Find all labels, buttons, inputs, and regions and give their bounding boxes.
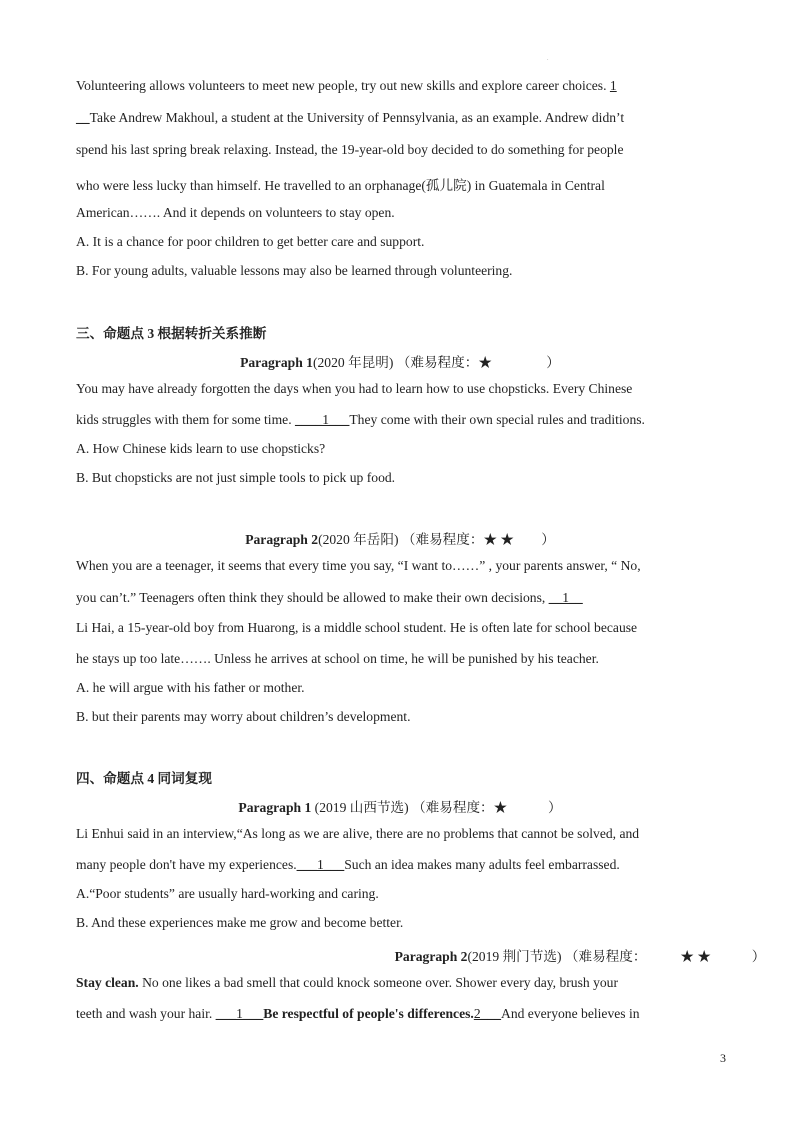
s3-p2-line-3: Li Hai, a 15-year-old boy from Huarong, is a middle school student. He is often late for school because <box>76 620 638 635</box>
s3-p1-option-a: A. How Chinese kids learn to use chopsticks? <box>76 441 326 456</box>
s3-p1-title: Paragraph 1(2020 年昆明) （难易程度：★ ） <box>240 355 560 370</box>
s3-p1-line-1: You may have already forgotten the days when you had to learn how to use chopsticks. Every Chinese <box>76 381 633 396</box>
s4-p2-title: Paragraph 2(2019 荆门节选) （难易程度： ★ ★ ） <box>394 949 766 964</box>
s2-line-3: spend his last spring break relaxing. Instead, the 19-year-old boy decided to do something for people <box>76 142 624 157</box>
s4-p1-option-a: A.“Poor students” are usually hard-working and caring. <box>76 886 379 901</box>
stray-dot: . <box>547 56 549 62</box>
s3-p2-line-1: When you are a teenager, it seems that every time you say, “I want to……” , your parents answer, “ No, <box>76 558 641 573</box>
s4-p1-line-1: Li Enhui said in an interview,“As long as we are alive, there are no problems that cannot be solved, and <box>76 826 640 841</box>
s2-option-b: B. For young adults, valuable lessons may also be learned through volunteering. <box>76 263 513 278</box>
page-number: 3 <box>720 1051 726 1065</box>
blank-1: ___1___ <box>296 857 345 872</box>
s4-p2-line-1: Stay clean. No one likes a bad smell that could knock someone over. Shower every day, brush your <box>76 975 619 990</box>
s2-line-5: American……. And it depends on volunteers to stay open. <box>76 205 395 220</box>
section-4-heading: 四、命题点 4 同词复现 <box>76 771 212 786</box>
s4-p1-line-2: many people don't have my experiences.___1___Such an idea makes many adults feel embarrassed. <box>76 857 620 872</box>
s4-p1-option-b: B. And these experiences make me grow and become better. <box>76 915 404 930</box>
section-3-heading: 三、命题点 3 根据转折关系推断 <box>76 326 267 341</box>
s3-p2-option-b: B. but their parents may worry about children’s development. <box>76 709 411 724</box>
s3-p2-option-a: A. he will argue with his father or mother. <box>76 680 305 695</box>
s4-p1-title: Paragraph 1 (2019 山西节选) （难易程度：★ ） <box>238 800 562 815</box>
s4-p2-line-2: teeth and wash your hair. ___1___Be respectful of people's differences.2___And everyone believes in <box>76 1006 640 1021</box>
s3-p1-option-b: B. But chopsticks are not just simple tools to pick up food. <box>76 470 396 485</box>
blank-1: 1 <box>609 78 617 93</box>
blank-1: ___1___ <box>215 1006 264 1021</box>
blank-2: 2___ <box>473 1006 501 1021</box>
blank-1: ____1___ <box>295 412 350 427</box>
s2-line-4: who were less lucky than himself. He travelled to an orphanage(孤儿院) in Guatemala in Central <box>76 178 605 193</box>
s2-line-1: Volunteering allows volunteers to meet new people, try out new skills and explore career choices. 1 <box>76 78 617 93</box>
s3-p2-line-4: he stays up too late……. Unless he arrives at school on time, he will be punished by his teacher. <box>76 651 599 666</box>
s3-p1-line-2: kids struggles with them for some time. ____1___They come with their own special rules and traditions. <box>76 412 645 427</box>
s3-p2-title: Paragraph 2(2020 年岳阳) （难易程度：★ ★ ） <box>245 532 555 547</box>
s3-p2-line-2: you can’t.” Teenagers often think they should be allowed to make their own decisions, __1__ <box>76 590 583 605</box>
blank-1-tail: __ <box>76 110 90 125</box>
blank-1: __1__ <box>548 590 583 605</box>
s2-line-2: __Take Andrew Makhoul, a student at the University of Pennsylvania, as an example. Andrew didn’t <box>76 110 625 125</box>
s2-option-a: A. It is a chance for poor children to get better care and support. <box>76 234 425 249</box>
